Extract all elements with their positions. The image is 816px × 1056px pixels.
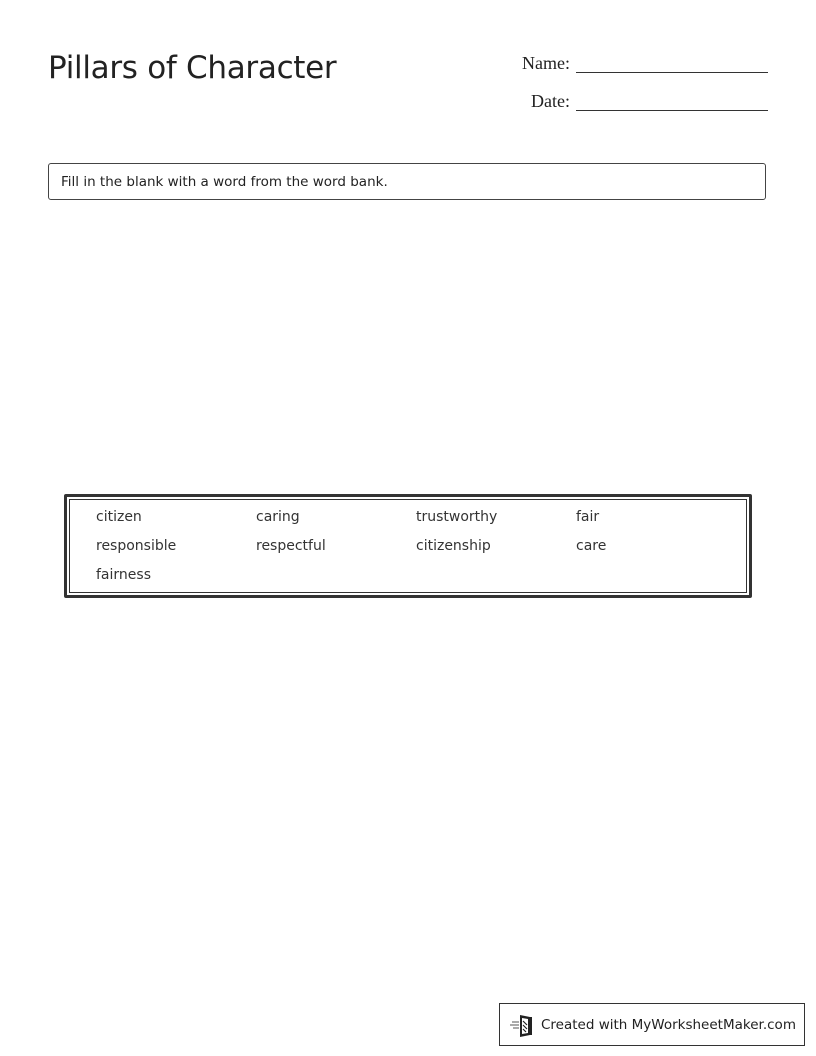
word-bank-item: responsible (96, 538, 177, 554)
name-label: Name: (522, 53, 570, 73)
page-title: Pillars of Character (48, 50, 337, 86)
date-blank-line (576, 90, 768, 111)
created-with-text: Created with MyWorksheetMaker.com (541, 1016, 796, 1033)
word-bank-grid (69, 499, 747, 593)
name-blank-line (576, 52, 768, 73)
created-with-badge[interactable] (499, 1003, 805, 1046)
word-bank-item: caring (256, 509, 300, 525)
word-bank-item: respectful (256, 538, 326, 554)
word-bank-item: trustworthy (416, 509, 498, 525)
name-field (522, 52, 768, 73)
word-bank-item: care (576, 538, 607, 554)
instructions-box: Fill in the blank with a word from the word bank. (48, 163, 766, 200)
date-field (531, 90, 768, 111)
word-bank-item: citizenship (416, 538, 491, 554)
word-bank-item: citizen (96, 509, 142, 525)
word-bank-item: fair (576, 509, 600, 525)
word-bank (64, 494, 752, 598)
date-label: Date: (531, 91, 570, 111)
word-bank-item: fairness (96, 567, 151, 583)
worksheet-maker-logo-icon (510, 1012, 536, 1038)
